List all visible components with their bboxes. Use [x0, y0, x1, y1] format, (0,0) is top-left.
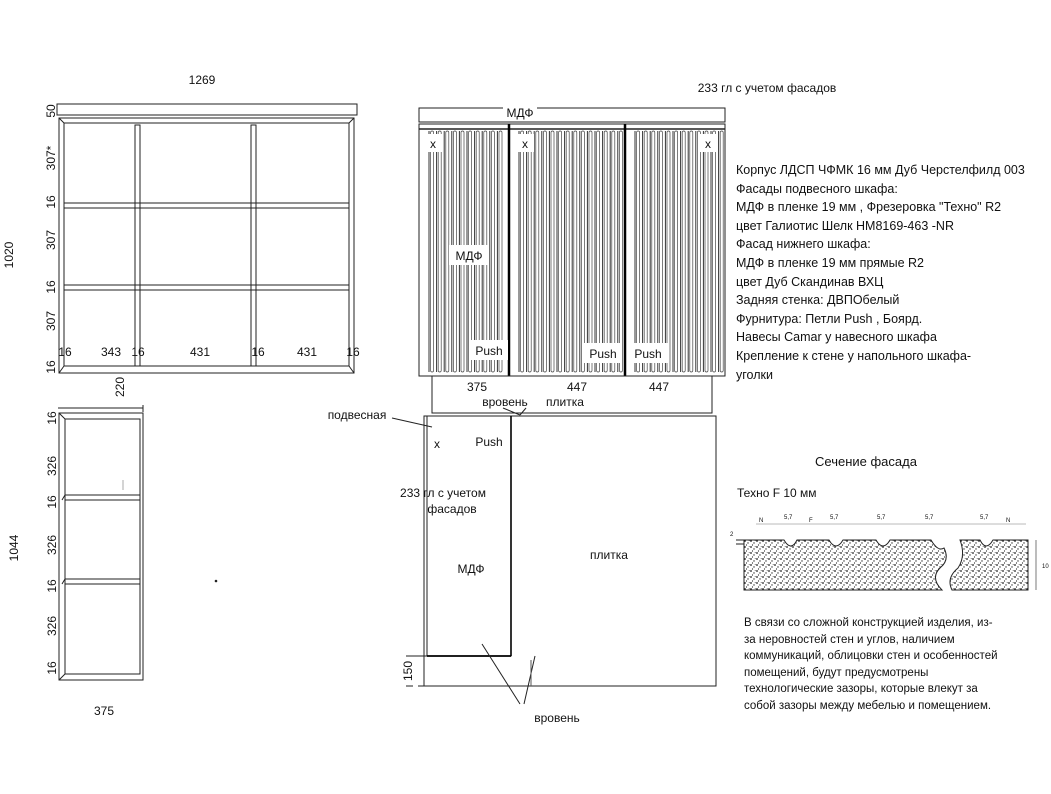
- shelf-side-inner: [65, 419, 140, 674]
- flute-groove: [675, 131, 678, 372]
- col-dim: 431: [296, 345, 318, 359]
- spec-line: Задняя стенка: ДВПОбелый: [736, 293, 900, 308]
- row-dim: 307: [44, 229, 58, 251]
- flute-groove: [597, 131, 600, 372]
- flute-groove: [619, 131, 622, 372]
- shelf-front-inner: [64, 123, 349, 366]
- flute-groove: [604, 131, 607, 372]
- svg-text:5,7: 5,7: [980, 515, 989, 521]
- row-dim: 16: [44, 280, 58, 294]
- flute-groove: [697, 131, 700, 372]
- row-dim: 307*: [44, 145, 58, 171]
- flute-groove: [566, 131, 569, 372]
- shelf-front-frame: [59, 118, 354, 373]
- flush-top-label: вровень: [482, 395, 528, 409]
- shelf-front-col-dimensions: [58, 345, 360, 359]
- door-width: 447: [648, 380, 670, 394]
- flute-groove: [499, 131, 502, 372]
- side-shelf-board-2: [65, 579, 140, 584]
- row-dim: 50: [44, 104, 58, 118]
- spec-line: цвет Галиотис Шелк НМ8169-463 -NR: [736, 218, 954, 233]
- col-dim: 16: [346, 345, 360, 359]
- flute-groove: [521, 131, 524, 372]
- row-dim: 326: [45, 615, 59, 637]
- shelf-side-view: [58, 405, 217, 680]
- row-dim: 16: [44, 360, 58, 374]
- shelf-side-bottom-width: 375: [93, 704, 115, 718]
- gap-value-label: 150: [401, 660, 415, 682]
- hanging-cabinet-front: [427, 416, 511, 656]
- shelf-divider-2: [251, 125, 256, 366]
- note-line: технологические зазоры, которые влекут за: [744, 683, 978, 695]
- lower-mdf-label: МДФ: [457, 562, 485, 576]
- shelf-side-row-dimensions: [45, 411, 59, 675]
- flute-groove: [431, 131, 434, 372]
- shelf-board-1: [64, 203, 349, 208]
- shelf-front-height-label: 1020: [2, 241, 16, 269]
- col-dim: 431: [189, 345, 211, 359]
- flute-groove: [536, 131, 539, 372]
- spec-line: Фурнитура: Петли Push , Боярд.: [736, 311, 923, 326]
- note-line: коммуникаций, облицовки стен и особенностей: [744, 650, 998, 662]
- lower-depth-note-2: фасадов: [427, 502, 477, 516]
- flute-groove: [644, 131, 647, 372]
- row-dim: 307: [44, 310, 58, 332]
- svg-text:5,7: 5,7: [877, 515, 886, 521]
- materials-spec: [736, 161, 1036, 384]
- flute-groove: [528, 131, 531, 372]
- x-mark: x: [430, 137, 436, 151]
- section-right-piece: [950, 540, 1028, 590]
- lower-tile-label: плитка: [590, 548, 628, 562]
- flute-groove: [543, 131, 546, 372]
- tile-wall-panel: [424, 416, 716, 686]
- svg-text:2: 2: [730, 532, 734, 538]
- flute-groove: [559, 131, 562, 372]
- note-line: за неровностей стен и углов, наличием: [744, 633, 955, 646]
- shelf-board-2: [64, 285, 349, 290]
- shelf-divider-1: [135, 125, 140, 366]
- svg-text:F: F: [809, 518, 813, 524]
- tile-top-label: плитка: [546, 395, 584, 409]
- svg-text:N: N: [759, 518, 764, 524]
- x-mark: x: [705, 137, 711, 151]
- lower-depth-note-1: 233 гл с учетом: [400, 486, 486, 500]
- svg-text:N: N: [1006, 518, 1011, 524]
- svg-text:10: 10: [1042, 564, 1049, 570]
- col-dim: 16: [58, 345, 72, 359]
- spec-line: цвет Дуб Скандинав ВХЦ: [736, 274, 884, 289]
- wall-cabinet-mdf-label: МДФ: [455, 249, 483, 263]
- section-left-piece: [744, 540, 946, 590]
- spec-line: Фасад нижнего шкафа:: [736, 237, 871, 252]
- flute-groove: [574, 131, 577, 372]
- flute-groove: [659, 131, 662, 372]
- svg-text:5,7: 5,7: [784, 515, 793, 521]
- flute-groove: [652, 131, 655, 372]
- col-dim: 16: [131, 345, 145, 359]
- spec-line: МДФ в пленке 19 мм , Фрезеровка "Техно" R2: [736, 200, 1002, 215]
- svg-text:5,7: 5,7: [830, 515, 839, 521]
- flute-groove: [667, 131, 670, 372]
- flush-bottom-label: вровень: [534, 711, 580, 725]
- wall-cabinet-depth-note: 233 гл с учетом фасадов: [697, 81, 837, 95]
- shelf-side-frame: [59, 413, 143, 680]
- note-line: В связи со сложной конструкцией изделия, из-: [744, 617, 993, 629]
- row-dim: 16: [45, 661, 59, 675]
- col-dim: 16: [251, 345, 265, 359]
- flute-groove: [491, 131, 494, 372]
- note-line: помещений, будут предусмотрены: [744, 666, 929, 679]
- section-subtitle: Техно F 10 мм: [737, 486, 817, 500]
- section-title: Сечение фасада: [815, 454, 917, 469]
- flute-groove: [682, 131, 685, 372]
- side-shelf-board-1: [65, 495, 140, 500]
- hanging-label: подвесная: [327, 408, 387, 422]
- spec-line: Крепление к стене у напольного шкафа-: [736, 348, 972, 363]
- col-dim: 343: [100, 345, 122, 359]
- shelf-side-height-label: 1044: [7, 534, 21, 562]
- shelf-front-view: [57, 104, 357, 373]
- spec-line: уголки: [736, 367, 773, 382]
- flute-groove: [551, 131, 554, 372]
- flute-groove: [713, 131, 716, 372]
- push-label: Push: [634, 347, 662, 361]
- row-dim: 16: [45, 495, 59, 509]
- spec-line: МДФ в пленке 19 мм прямые R2: [736, 255, 925, 270]
- flute-groove: [612, 131, 615, 372]
- shelf-side-depth-label: 220: [113, 376, 127, 398]
- flute-groove: [720, 131, 723, 372]
- note-line: собой зазоры между мебелью и помещением.: [744, 699, 992, 712]
- shelf-top-board: [57, 104, 357, 115]
- door-width: 375: [466, 380, 488, 394]
- flute-groove: [705, 131, 708, 372]
- facade-section-profile: [730, 515, 1049, 590]
- push-label: Push: [589, 347, 617, 361]
- row-dim: 16: [45, 579, 59, 593]
- spec-line: Корпус ЛДСП ЧФМК 16 мм Дуб Черстелфилд 003: [736, 163, 1025, 177]
- push-label: Push: [475, 344, 503, 358]
- shelf-front-row-dimensions: [44, 104, 58, 374]
- wall-cabinet-top: [419, 108, 725, 122]
- flute-groove: [446, 131, 449, 372]
- row-dim: 16: [45, 411, 59, 425]
- door-width: 447: [566, 380, 588, 394]
- spec-line: Фасады подвесного шкафа:: [736, 181, 898, 196]
- row-dim: 326: [45, 534, 59, 556]
- flute-groove: [589, 131, 592, 372]
- row-dim: 16: [44, 195, 58, 209]
- lower-area: [392, 408, 716, 704]
- flute-groove: [581, 131, 584, 372]
- wall-cabinet-top-label: МДФ: [506, 106, 534, 120]
- flute-groove: [637, 131, 640, 372]
- svg-text:5,7: 5,7: [925, 515, 934, 521]
- shelf-front-width-label: 1269: [188, 73, 216, 87]
- flute-groove: [438, 131, 441, 372]
- flute-groove: [690, 131, 693, 372]
- x-mark: x: [522, 137, 528, 151]
- lower-push-label: Push: [475, 435, 503, 449]
- disclaimer-note: [744, 615, 1044, 714]
- spec-line: Навесы Camar у навесного шкафа: [736, 330, 937, 345]
- row-dim: 326: [45, 455, 59, 477]
- lower-x-mark: x: [434, 437, 440, 451]
